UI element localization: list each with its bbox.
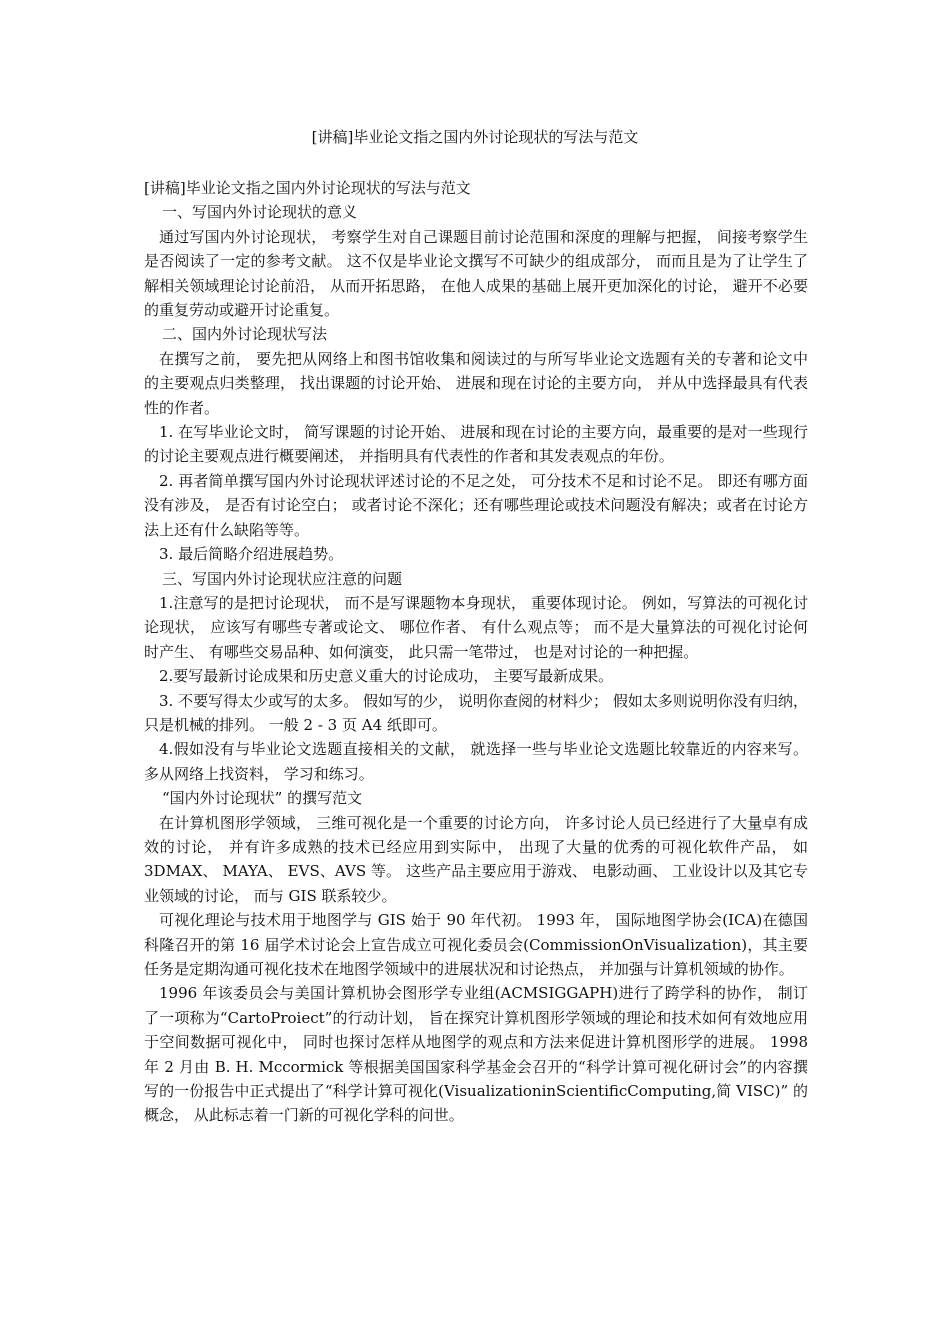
paragraph: 一、写国内外讨论现状的意义 xyxy=(162,203,358,222)
paragraph: [讲稿]毕业论文指之国内外讨论现状的写法与范文 xyxy=(144,179,471,197)
paragraph: 3. 不要写得太少或写的太多。 假如写的少， 说明你查阅的材料少； 假如太多则说明你没有归纳， 只是机械的排列。 一般 2 - 3 页 A4 纸即可。 xyxy=(144,691,808,734)
paragraph: 通过写国内外讨论现状， 考察学生对自己课题目前讨论范围和深度的理解与把握， 间接考察学生是否阅读了一定的参考文献。 这不仅是毕业论文撰写不可缺少的组成部分， 而而且是为了让学生了解相关领域理论讨论前沿， 从而开拓思路， 在他人成果的基础上展开更加深化的讨论， 避开不必要的重复劳动或避开讨论重复。 xyxy=(144,227,808,320)
paragraph: 在计算机图形学领域， 三维可视化是一个重要的讨论方向， 许多讨论人员已经进行了大量卓有成效的讨论， 并有许多成熟的技术已经应用到实际中， 出现了大量的优秀的可视化软件产品， 如 3DMAX、 MAYA、 EVS、AVS 等。 这些产品主要应用于游戏、 电影动画、 工业设计以及其它专业领域的讨论， 而与 GIS 联系较少。 xyxy=(144,813,808,905)
paragraph: “国内外讨论现状” 的撰写范文 xyxy=(162,789,363,808)
paragraph: 1.注意写的是把讨论现状， 而不是写课题物本身现状， 重要体现讨论。 例如，写算法的可视化讨论现状， 应该写有哪些专著或论文、 哪位作者、 有什么观点等； 而不是大量算法的可视化讨论何时产生、 有哪些交易品种、如何演变， 此只需一笔带过， 也是对讨论的一种把握。 xyxy=(144,593,808,661)
paragraph: 在撰写之前， 要先把从网络上和图书馆收集和阅读过的与所写毕业论文选题有关的专著和论文中的主要观点归类整理， 找出课题的讨论开始、 进展和现在讨论的主要方向， 并从中选择最具有代表性的作者。 xyxy=(144,349,808,417)
paragraph: 1996 年该委员会与美国计算机协会图形学专业组(ACMSIGGAPH)进行了跨学科的协作， 制订了一项称为“CartoProiect”的行动计划， 旨在探究计算机图形学领域的理论和技术如何有效地应用于空间数据可视化中， 同时也探讨怎样从地图学的观点和方法来促进计算机图形学的进展。 1998 年 2 月由 B. H. Mccormick 等根据美国国家科学基金会召开的“科学计算可视化研讨会”的内容撰写的一份报告中正式提出了“科学计算可视化(VisualizationinScientificComputing,简 VISC)” 的概念， 从此标志着一门新的可视化学科的问世。 xyxy=(144,984,808,1125)
paragraph: 二、国内外讨论现状写法 xyxy=(162,325,328,344)
paragraph: 可视化理论与技术用于地图学与 GIS 始于 90 年代初。 1993 年， 国际地图学协会(ICA)在德国科隆召开的第 16 届学术讨论会上宣告成立可视化委员会(CommissionOnVisualization)，其主要任务是定期沟通可视化技术在地图学领域中的进展状况和讨论热点， 并加强与计算机领域的协作。 xyxy=(144,911,808,978)
paragraph: 4.假如没有与毕业论文选题直接相关的文献， 就选择一些与毕业论文选题比较靠近的内容来写。 多从网络上找资料， 学习和练习。 xyxy=(144,740,808,783)
page-title: [讲稿]毕业论文指之国内外讨论现状的写法与范文 xyxy=(311,128,639,146)
document-body xyxy=(144,176,808,1128)
paragraph: 三、写国内外讨论现状应注意的问题 xyxy=(162,569,403,588)
paragraph: 2.要写最新讨论成果和历史意义重大的讨论成功， 主要写最新成果。 xyxy=(159,667,614,686)
paragraph: 1. 在写毕业论文时， 简写课题的讨论开始、 进展和现在讨论的主要方向，最重要的是对一些现行的讨论主要观点进行概要阐述， 并指明具有代表性的作者和其发表观点的年份。 xyxy=(144,423,808,466)
paragraph: 3. 最后简略介绍进展趋势。 xyxy=(159,545,344,564)
paragraph: 2. 再者简单撰写国内外讨论现状评述讨论的不足之处， 可分技术不足和讨论不足。 即还有哪方面没有涉及， 是否有讨论空白； 或者讨论不深化；还有哪些理论或技术问题没有解决；或者在讨论方法上还有什么缺陷等等。 xyxy=(144,471,808,539)
